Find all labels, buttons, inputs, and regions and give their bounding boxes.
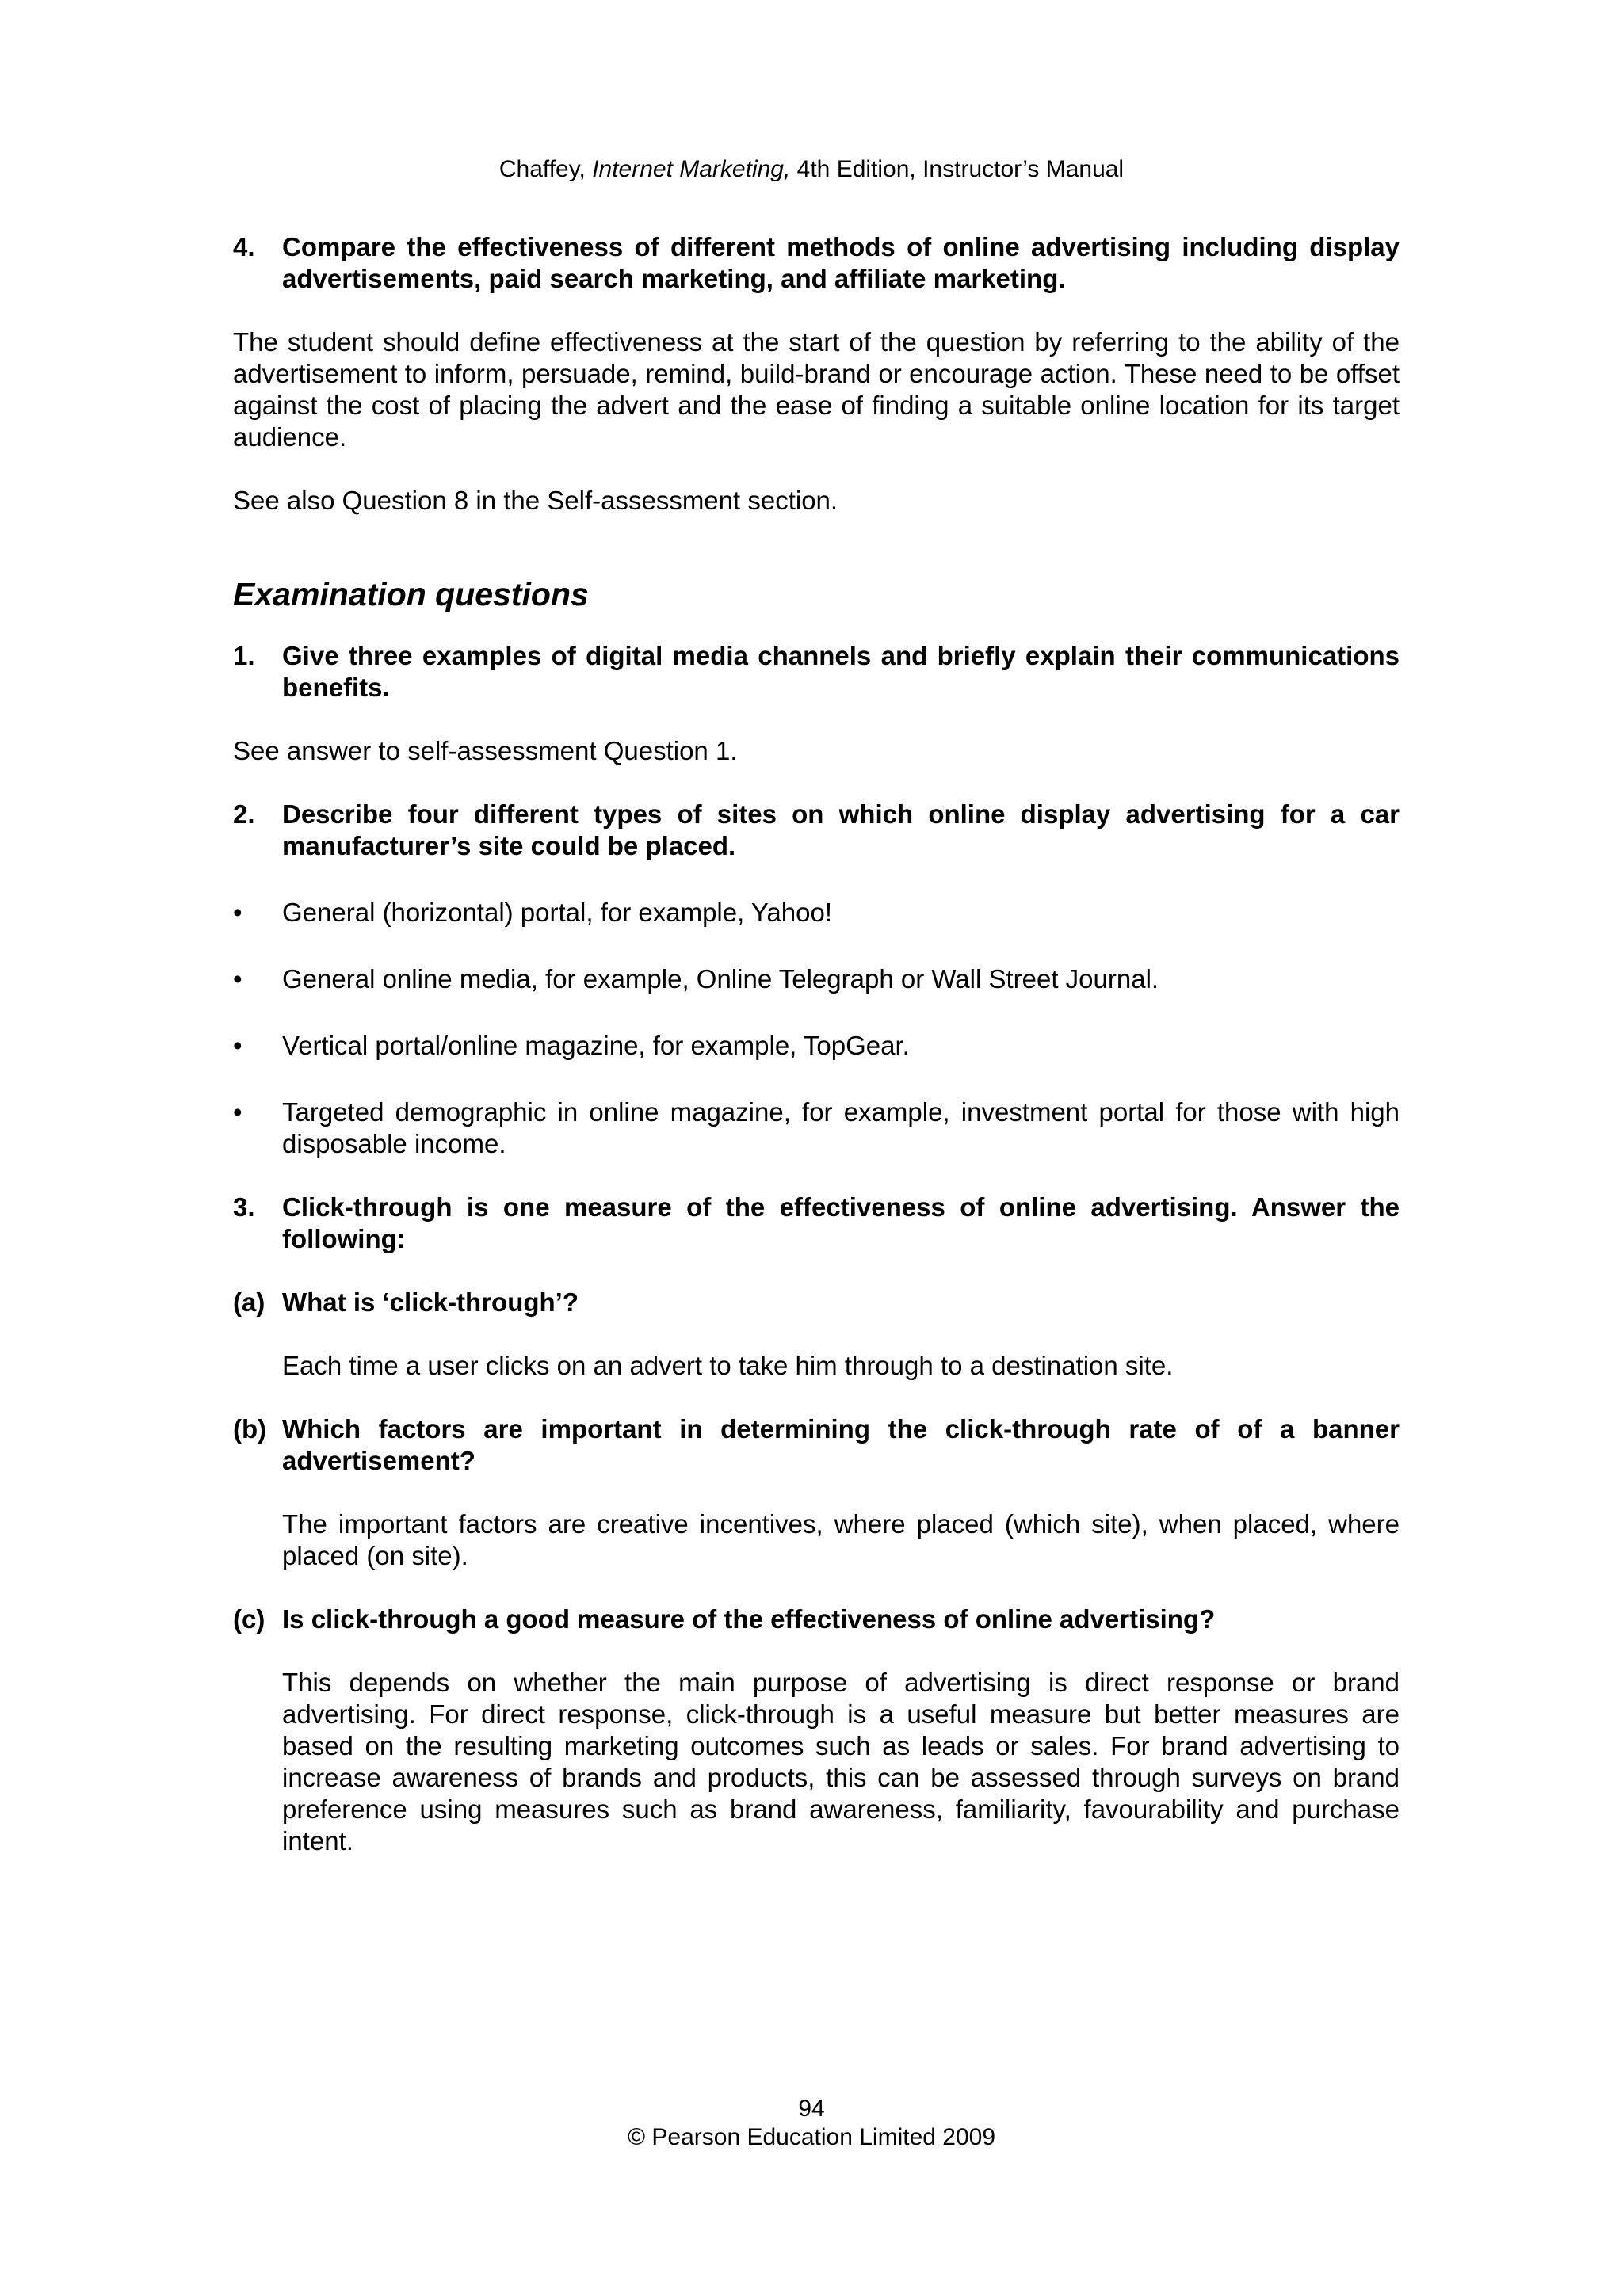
sub-question-label: (b)	[233, 1414, 267, 1444]
sub-question-c	[233, 1604, 1400, 1635]
sub-answer: This depends on whether the main purpose of advertising is direct response or brand advertising. For direct response, click-through is a useful measure but better measures are based on the resulting marketing outcomes such as leads or sales. For brand advertising to increase awareness of brands and products, this can be assessed through surveys on brand preference using measures such as brand awareness, familiarity, favourability and purchase intent.	[282, 1668, 1400, 1855]
section-title: Examination questions	[233, 576, 589, 612]
exam-question-1	[233, 640, 1400, 704]
list-item	[233, 1097, 1400, 1160]
list-item-text: Vertical portal/online magazine, for example, TopGear.	[282, 1031, 910, 1060]
sub-question-a	[233, 1287, 1400, 1318]
question-number: 1.	[233, 641, 255, 670]
question-text: Compare the effectiveness of different methods of online advertising including display advertisements, paid search marketing, and affiliate marketing.	[282, 232, 1400, 293]
list-item	[233, 963, 1400, 995]
question-text: Describe four different types of sites on which online display advertising for a car manufacturer’s site could be placed.	[282, 799, 1400, 860]
question-number: 3.	[233, 1192, 255, 1222]
list-item-text: Targeted demographic in online magazine, for example, investment portal for those with high disposable income.	[282, 1097, 1400, 1158]
header-book-title: Internet Marketing,	[592, 156, 791, 182]
header-author: Chaffey,	[498, 156, 586, 182]
answer-paragraph: See answer to self-assessment Question 1.	[233, 736, 738, 765]
header-edition: 4th Edition, Instructor’s Manual	[796, 156, 1125, 182]
bullet-glyph: •	[233, 1031, 242, 1060]
exam-question-2	[233, 799, 1400, 862]
sub-answer: The important factors are creative incentives, where placed (which site), when placed, where placed (on site).	[282, 1509, 1400, 1570]
sub-question-label: (a)	[233, 1287, 265, 1317]
question-number: 2.	[233, 799, 255, 829]
page-content	[233, 231, 1400, 1857]
question-4	[233, 231, 1400, 295]
question-number: 4.	[233, 232, 255, 261]
question-text: Give three examples of digital media channels and briefly explain their communications benefits.	[282, 641, 1400, 702]
list-item-text: General online media, for example, Online Telegraph or Wall Street Journal.	[282, 964, 1159, 994]
page-number: 94	[798, 2096, 825, 2122]
sub-answer: Each time a user clicks on an advert to take him through to a destination site.	[282, 1351, 1174, 1380]
list-item	[233, 1030, 1400, 1062]
sub-question-label: (c)	[233, 1604, 265, 1634]
running-header	[0, 155, 1623, 184]
sub-question-b	[233, 1413, 1400, 1477]
question-text: Click-through is one measure of the effectiveness of online advertising. Answer the following:	[282, 1192, 1400, 1253]
bullet-glyph: •	[233, 1097, 242, 1127]
list-item	[233, 897, 1400, 929]
bullet-glyph: •	[233, 898, 242, 927]
sub-question-text: Which factors are important in determining the click-through rate of of a banner advertisement?	[282, 1414, 1400, 1475]
exam-question-3	[233, 1192, 1400, 1255]
list-item-text: General (horizontal) portal, for example, Yahoo!	[282, 898, 832, 927]
see-also-note: See also Question 8 in the Self-assessment section.	[233, 486, 838, 515]
sub-question-text: Is click-through a good measure of the effectiveness of online advertising?	[282, 1604, 1216, 1634]
copyright-notice: © Pearson Education Limited 2009	[627, 2124, 996, 2150]
bullet-glyph: •	[233, 964, 242, 994]
answer-paragraph: The student should define effectiveness at the start of the question by referring to the ability of the advertisement to inform, persuade, remind, build-brand or encourage action. These need to be offset against the cost of placing the advert and the ease of finding a suitable online location for its target audience.	[233, 327, 1400, 452]
sub-question-text: What is ‘click-through’?	[282, 1287, 579, 1317]
